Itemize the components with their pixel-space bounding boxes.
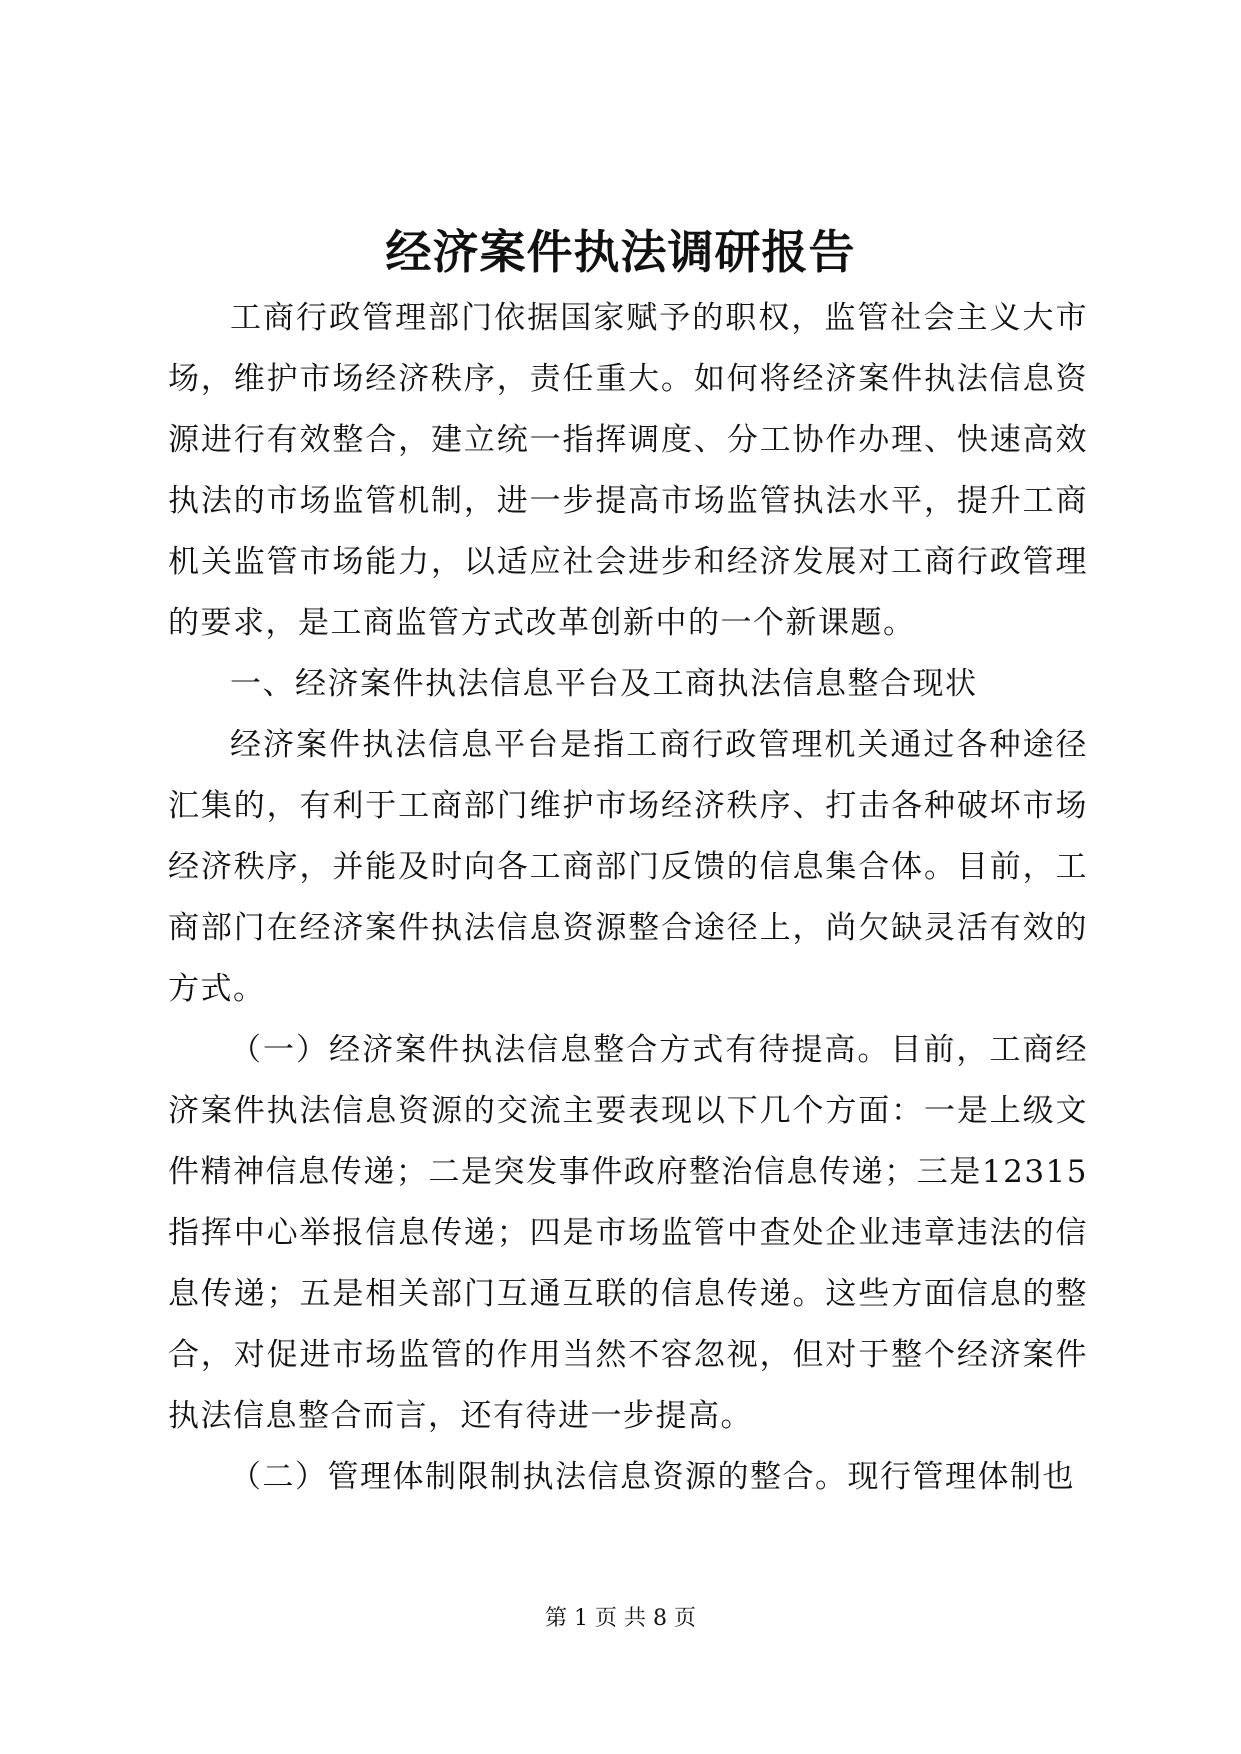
paragraph-subsection-2: （二）管理体制限制执法信息资源的整合。现行管理体制也 [230, 1459, 1075, 1495]
paragraph-platform: 经济案件执法信息平台是指工商行政管理机关通过各种途径汇集的，有利于工商部门维护市场经济秩序、打击各种破坏市场经济秩序，并能及时向各工商部门反馈的信息集合体。目前，工商部门在经济案件执法信息资源整合途径上，尚欠缺灵活有效的方式。 [168, 727, 1088, 1007]
document-title: 经济案件执法调研报告 [385, 225, 856, 279]
document-body [168, 288, 1088, 1508]
paragraph-intro: 工商行政管理部门依据国家赋予的职权，监管社会主义大市场，维护市场经济秩序，责任重大。如何将经济案件执法信息资源进行有效整合，建立统一指挥调度、分工协作办理、快速高效执法的市场监管机制，进一步提高市场监管执法水平，提升工商机关监管市场能力，以适应社会进步和经济发展对工商行政管理的要求，是工商监管方式改革创新中的一个新课题。 [168, 300, 1088, 641]
section-heading-1: 一、经济案件执法信息平台及工商执法信息整合现状 [230, 666, 978, 702]
paragraph-subsection-1: （一）经济案件执法信息整合方式有待提高。目前，工商经济案件执法信息资源的交流主要表现以下几个方面：一是上级文件精神信息传递；二是突发事件政府整治信息传递；三是12315指挥中心举报信息传递；四是市场监管中查处企业违章违法的信息传递；五是相关部门互通互联的信息传递。这些方面信息的整合，对促进市场监管的作用当然不容忽视，但对于整个经济案件执法信息整合而言，还有待进一步提高。 [168, 1032, 1088, 1434]
page-footer: 第 1 页 共 8 页 [545, 1606, 696, 1631]
